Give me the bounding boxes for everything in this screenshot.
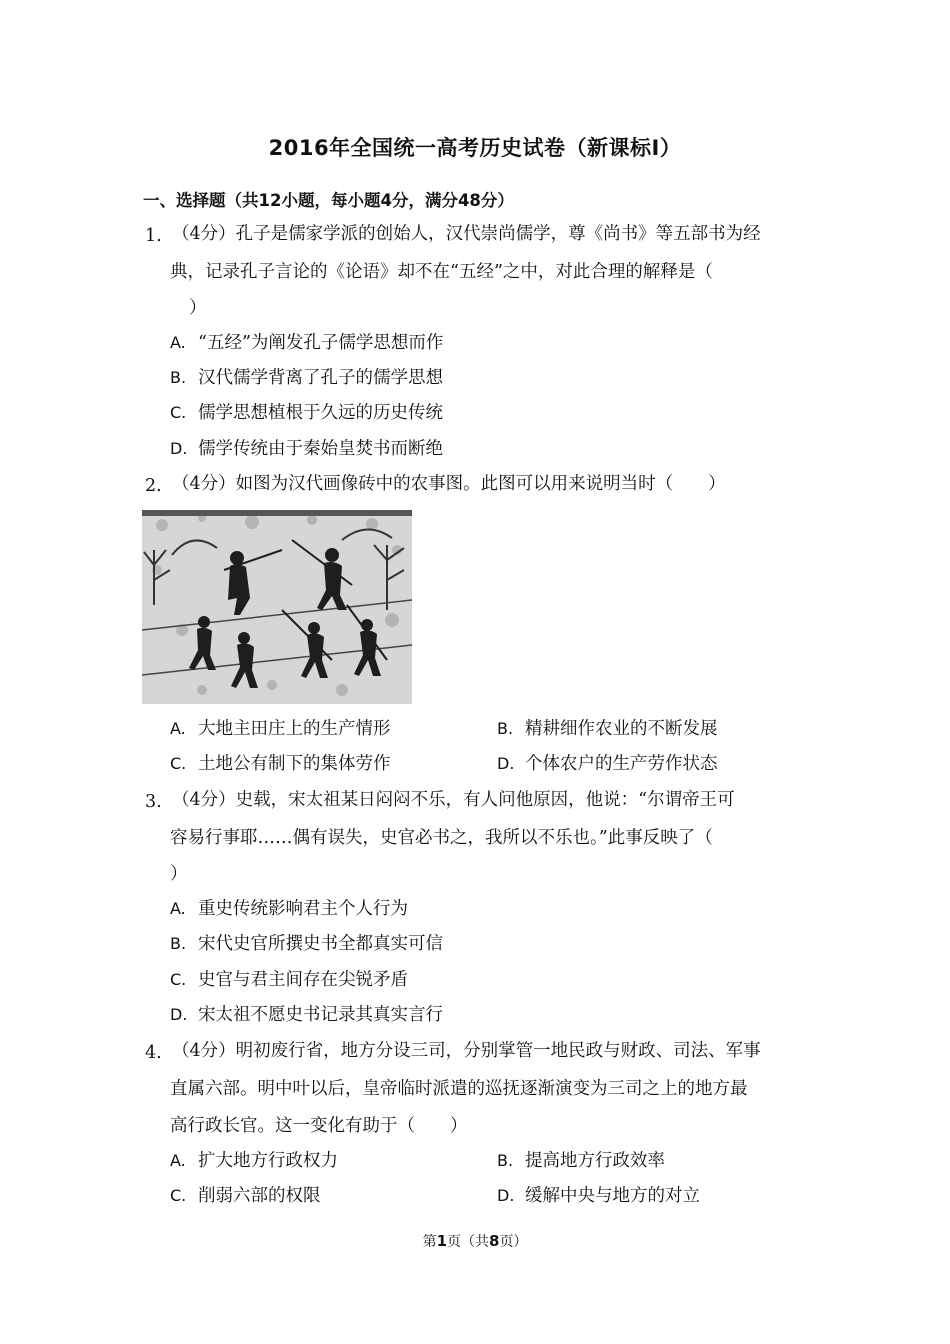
question-number: 4.	[145, 1043, 162, 1063]
option-b: B. 提高地方行政效率	[497, 1151, 665, 1171]
option-c: C. 史官与君主间存在尖锐矛盾	[170, 970, 408, 990]
option-b: B. 宋代史官所撰史书全都真实可信	[170, 934, 443, 954]
page-title: 2016年全国统一高考历史试卷（新课标Ⅰ）	[268, 136, 682, 160]
question-number: 1.	[145, 226, 162, 246]
page-total: 8	[489, 1232, 500, 1250]
option-d: D. 个体农户的生产劳作状态	[497, 754, 718, 774]
option-c: C. 削弱六部的权限	[170, 1186, 321, 1206]
question-text-line: ）	[170, 864, 188, 884]
farming-relief-image	[142, 510, 412, 704]
option-b: B. 精耕细作农业的不断发展	[497, 719, 718, 739]
section-heading: 一、选择题（共12小题，每小题4分，满分48分）	[143, 191, 514, 210]
page-number: 1	[436, 1232, 447, 1250]
question-text-line: 容易行事耶……偶有误失，史官必书之，我所以不乐也。”此事反映了（	[170, 828, 713, 848]
option-a: A. 重史传统影响君主个人行为	[170, 899, 408, 919]
option-a: A. 扩大地方行政权力	[170, 1151, 338, 1171]
question-text-line: 直属六部。明中叶以后，皇帝临时派遣的巡抚逐渐演变为三司之上的地方最	[170, 1079, 748, 1099]
option-a: A. “五经”为阐发孔子儒学思想而作	[170, 333, 444, 353]
page-footer: 第1页（共8页）	[422, 1232, 528, 1250]
option-d: D. 儒学传统由于秦始皇焚书而断绝	[170, 439, 443, 459]
question-text-line: （4分）明初废行省，地方分设三司，分别掌管一地民政与财政、司法、军事	[172, 1041, 761, 1061]
question-number: 3.	[145, 792, 162, 812]
option-b: B. 汉代儒学背离了孔子的儒学思想	[170, 368, 443, 388]
option-a: A. 大地主田庄上的生产情形	[170, 719, 391, 739]
question-text-line: （4分）史载，宋太祖某日闷闷不乐，有人问他原因，他说：“尔谓帝王可	[172, 790, 735, 810]
question-text-line: （4分）孔子是儒家学派的创始人，汉代崇尚儒学，尊《尚书》等五部书为经	[172, 224, 761, 244]
question-text-line: ）	[189, 298, 207, 318]
question-text-line: （4分）如图为汉代画像砖中的农事图。此图可以用来说明当时（ ）	[172, 474, 726, 494]
option-c: C. 土地公有制下的集体劳作	[170, 754, 391, 774]
option-d: D. 缓解中央与地方的对立	[497, 1186, 700, 1206]
question-text-line: 高行政长官。这一变化有助于（ ）	[170, 1116, 468, 1136]
question-number: 2.	[145, 476, 162, 496]
option-c: C. 儒学思想植根于久远的历史传统	[170, 403, 443, 423]
han-brick-relief-illustration	[142, 510, 412, 704]
option-d: D. 宋太祖不愿史书记录其真实言行	[170, 1005, 443, 1025]
question-text-line: 典，记录孔子言论的《论语》却不在“五经”之中，对此合理的解释是（	[170, 262, 713, 282]
